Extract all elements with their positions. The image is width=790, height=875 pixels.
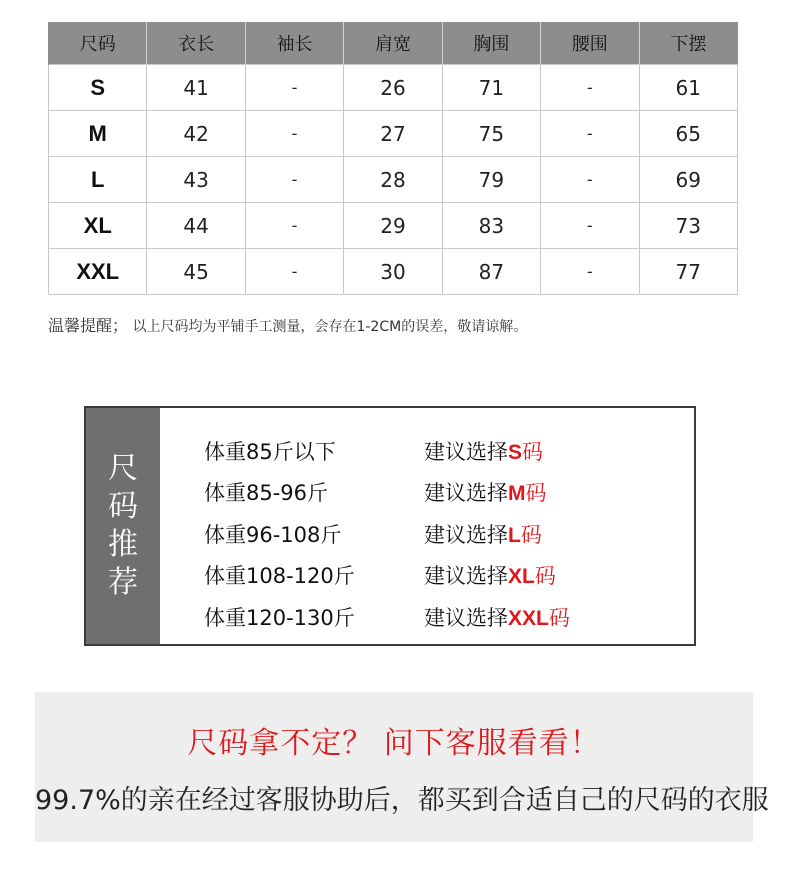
header-waist: 腰围 xyxy=(541,22,639,65)
size-cell: XXL xyxy=(49,249,147,295)
recommendation-list xyxy=(204,430,644,638)
note-text: 以上尺码均为平铺手工测量，会存在1-2CM的误差，敬请谅解。 xyxy=(132,319,528,335)
advice-label: 建议选择 xyxy=(424,522,508,547)
sleeve-cell: - xyxy=(245,157,343,203)
advice-text xyxy=(424,519,542,549)
shoulder-cell: 26 xyxy=(344,65,442,111)
chest-cell: 83 xyxy=(442,203,540,249)
recommended-size: XXL xyxy=(508,606,549,630)
length-cell: 45 xyxy=(147,249,245,295)
advice-text xyxy=(424,436,543,466)
weight-range: 体重108-120斤 xyxy=(204,564,355,589)
size-unit: 码 xyxy=(534,564,556,589)
recommendation-row xyxy=(204,513,644,555)
size-recommendation-box xyxy=(84,406,696,646)
length-cell: 43 xyxy=(147,157,245,203)
size-cell: M xyxy=(49,111,147,157)
shoulder-cell: 27 xyxy=(344,111,442,157)
header-length: 衣长 xyxy=(147,22,245,65)
sleeve-cell: - xyxy=(245,203,343,249)
waist-cell: - xyxy=(541,111,639,157)
table-row xyxy=(49,249,738,295)
note-title: 温馨提醒； xyxy=(48,316,129,335)
size-unit: 码 xyxy=(520,522,542,547)
hem-cell: 73 xyxy=(639,203,737,249)
length-cell: 44 xyxy=(147,203,245,249)
advice-label: 建议选择 xyxy=(424,481,508,506)
recommendation-label: 尺码推荐 xyxy=(108,451,138,600)
advice-text xyxy=(424,477,547,507)
weight-range: 体重96-108斤 xyxy=(204,522,342,547)
recommended-size: XL xyxy=(508,565,535,589)
hem-cell: 65 xyxy=(639,111,737,157)
size-cell: L xyxy=(49,157,147,203)
hem-cell: 61 xyxy=(639,65,737,111)
recommendation-row xyxy=(204,430,644,472)
customer-service-headline: 尺码拿不定？ 问下客服看看！ xyxy=(187,726,601,761)
weight-range: 体重120-130斤 xyxy=(204,605,355,630)
waist-cell: - xyxy=(541,65,639,111)
size-unit: 码 xyxy=(548,605,570,630)
table-row xyxy=(49,157,738,203)
recommended-size: L xyxy=(508,523,521,547)
waist-cell: - xyxy=(541,157,639,203)
table-row xyxy=(49,111,738,157)
weight-range: 体重85-96斤 xyxy=(204,481,329,506)
hem-cell: 69 xyxy=(639,157,737,203)
recommended-size: M xyxy=(508,482,526,506)
size-unit: 码 xyxy=(522,439,544,464)
recommendation-row xyxy=(204,555,644,597)
chest-cell: 79 xyxy=(442,157,540,203)
waist-cell: - xyxy=(541,203,639,249)
recommended-size: S xyxy=(508,440,523,464)
waist-cell: - xyxy=(541,249,639,295)
measurement-note xyxy=(48,313,527,336)
advice-text xyxy=(424,560,556,590)
length-cell: 42 xyxy=(147,111,245,157)
customer-service-subtext: 99.7%的亲在经过客服协助后，都买到合适自己的尺码的衣服 xyxy=(35,785,769,816)
size-cell: S xyxy=(49,65,147,111)
shoulder-cell: 30 xyxy=(344,249,442,295)
recommendation-row xyxy=(204,596,644,638)
customer-service-banner xyxy=(35,692,769,842)
sleeve-cell: - xyxy=(245,111,343,157)
recommendation-side-panel xyxy=(86,408,160,644)
size-cell: XL xyxy=(49,203,147,249)
recommendation-row xyxy=(204,472,644,514)
table-row xyxy=(49,203,738,249)
weight-range: 体重85斤以下 xyxy=(204,439,336,464)
advice-label: 建议选择 xyxy=(424,605,508,630)
hem-cell: 77 xyxy=(639,249,737,295)
shoulder-cell: 29 xyxy=(344,203,442,249)
size-chart-header-row xyxy=(49,22,738,65)
header-shoulder: 肩宽 xyxy=(344,22,442,65)
size-unit: 码 xyxy=(525,481,547,506)
header-hem: 下摆 xyxy=(639,22,737,65)
shoulder-cell: 28 xyxy=(344,157,442,203)
sleeve-cell: - xyxy=(245,249,343,295)
chest-cell: 71 xyxy=(442,65,540,111)
header-sleeve: 袖长 xyxy=(245,22,343,65)
table-row xyxy=(49,65,738,111)
chest-cell: 87 xyxy=(442,249,540,295)
header-size: 尺码 xyxy=(49,22,147,65)
size-chart-table xyxy=(48,22,738,295)
length-cell: 41 xyxy=(147,65,245,111)
header-chest: 胸围 xyxy=(442,22,540,65)
chest-cell: 75 xyxy=(442,111,540,157)
advice-label: 建议选择 xyxy=(424,564,508,589)
sleeve-cell: - xyxy=(245,65,343,111)
advice-label: 建议选择 xyxy=(424,439,508,464)
advice-text xyxy=(424,602,570,632)
